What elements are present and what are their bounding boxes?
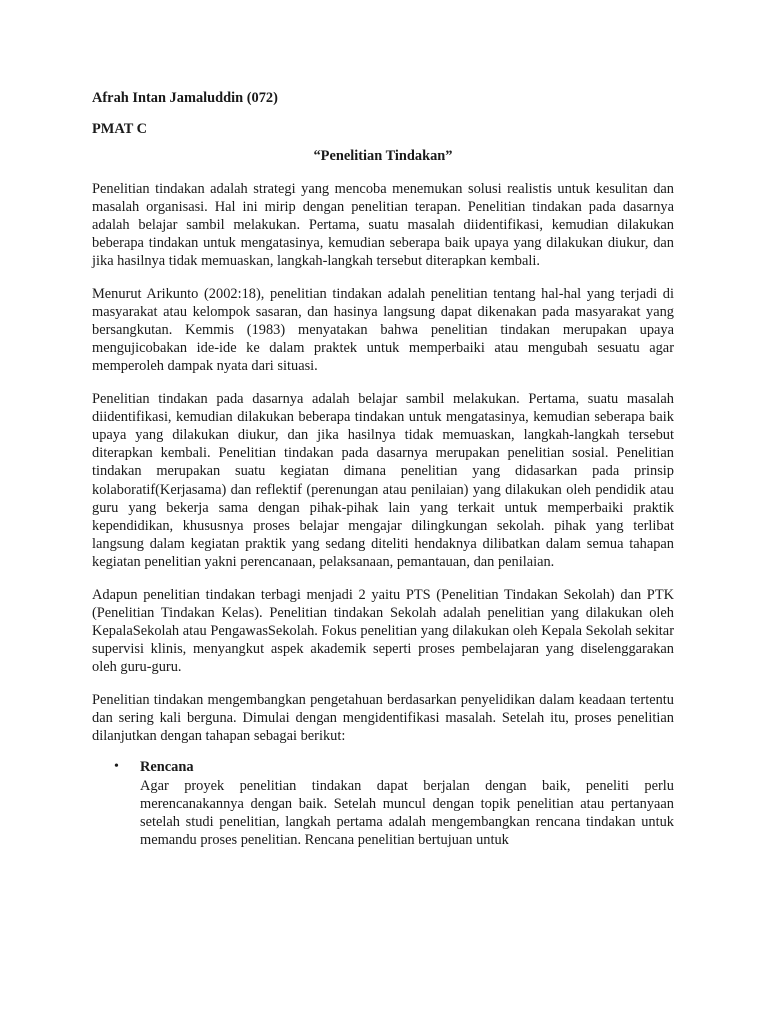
- bullet-icon: •: [114, 759, 119, 775]
- bullet-heading: Rencana: [140, 759, 194, 776]
- paragraph-pts-ptk: Adapun penelitian tindakan terbagi menjadi 2 yaitu PTS (Penelitian Tindakan Sekolah) dan PTK (Penelitian Tindakan Kelas). Penelitian tindakan Sekolah adalah penelitian yang dilakukan oleh KepalaSekolah atau PengawasSekolah. Fokus penelitian yang dilakukan oleh Kepala Sekolah sekitar supervisi klinis, menyangkut aspek akademik seperti proses pembelajaran yang diselenggarakan oleh guru-guru.: [92, 586, 674, 676]
- document-page: [92, 89, 674, 849]
- document-title: “Penelitian Tindakan”: [313, 148, 453, 165]
- bullet-text: Agar proyek penelitian tindakan dapat berjalan dengan baik, peneliti perlu merencanakannya dengan baik. Setelah muncul dengan topik penelitian atau pertanyaan setelah studi penelitian, langkah pertama adalah mengembangkan rencana tindakan untuk memandu proses penelitian. Rencana penelitian bertujuan untuk: [140, 777, 674, 849]
- class-label: PMAT C: [92, 121, 148, 138]
- paragraph-learning-by-doing: Penelitian tindakan pada dasarnya adalah belajar sambil melakukan. Pertama, suatu masalah diidentifikasi, kemudian dilakukan beberapa tindakan untuk mengatasinya, kemudian seberapa baik upaya yang dilakukan diukur, dan jika hasilnya tidak memuaskan, langkah-langkah tersebut diterapkan kembali. Penelitian tindakan pada dasarnya merupakan penelitian sosial. Penelitian tindakan merupakan suatu kegiatan dimana penelitian yang didasarkan pada prinsip kolaboratif(Kerjasama) dan reflektif (perenungan atau penilaian) yang dilakukan oleh pendidik atau guru yang bekerja sama dengan pihak-pihak lain yang terkait untuk memperbaiki praktik kependidikan, khususnya proses belajar mengajar dilingkungan sekolah. pihak yang terlibat langsung dalam kegiatan praktik yang sedang diteliti hendaknya dilibatkan dalam semua tahapan kegiatan penelitian yakni perencanaan, pelaksanaan, pemantauan, dan penilaian.: [92, 390, 674, 571]
- stages-list: [92, 758, 674, 849]
- paragraph-definition: Penelitian tindakan adalah strategi yang mencoba menemukan solusi realistis untuk kesulitan dan masalah organisasi. Hal ini mirip dengan penelitian terapan. Penelitian tindakan pada dasarnya adalah belajar sambil melakukan. Pertama, suatu masalah diidentifikasi, kemudian dilakukan beberapa tindakan untuk mengatasinya, kemudian seberapa baik upaya yang dilakukan diukur, dan jika hasilnya tidak memuaskan, langkah-langkah tersebut diterapkan kembali.: [92, 180, 674, 270]
- author-name: Afrah Intan Jamaluddin (072): [92, 90, 278, 106]
- list-item: [92, 758, 674, 849]
- paragraph-stages-intro: Penelitian tindakan mengembangkan pengetahuan berdasarkan penyelidikan dalam keadaan tertentu dan sering kali berguna. Dimulai dengan mengidentifikasi masalah. Setelah itu, proses penelitian dilanjutkan dengan tahapan sebagai berikut:: [92, 691, 674, 745]
- paragraph-arikunto: Menurut Arikunto (2002:18), penelitian tindakan adalah penelitian tentang hal-hal yang terjadi di masyarakat atau kelompok sasaran, dan hasinya langsung dapat dikenakan pada masyarakat yang bersangkutan. Kemmis (1983) menyatakan bahwa penelitian tindakan merupakan upaya mengujicobakan ide-ide ke dalam praktek untuk memperbaiki atau mengubah sesuatu agar memperoleh dampak nyata dari situasi.: [92, 285, 674, 375]
